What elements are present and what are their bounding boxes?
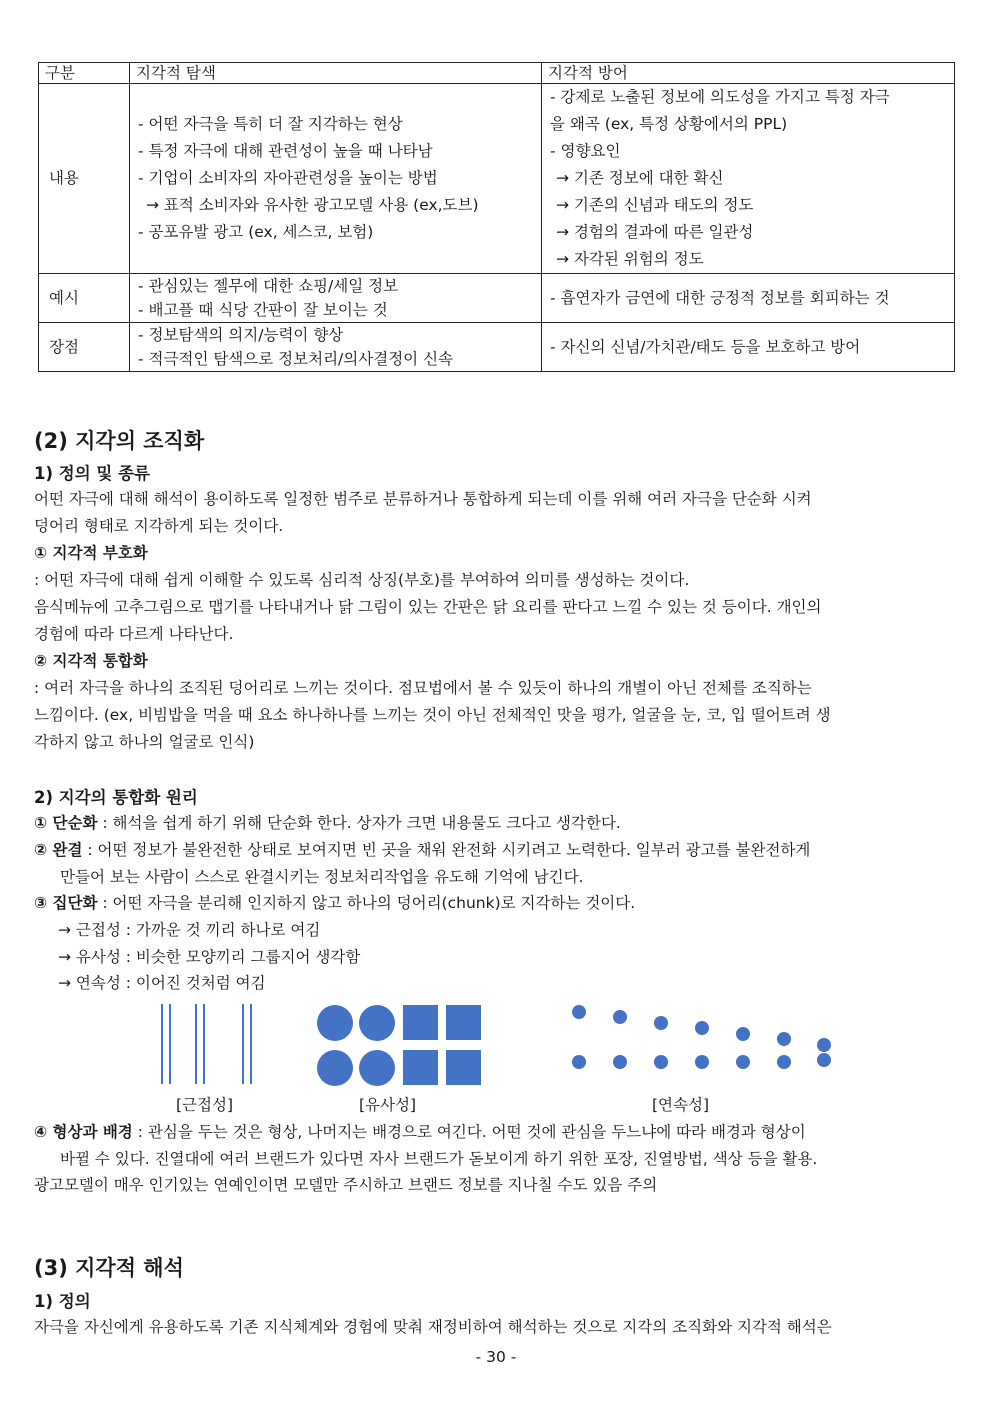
- defense-cell: [542, 323, 955, 372]
- continuity-dot: [572, 1055, 586, 1069]
- cell-line: → 기존 정보에 대한 확신: [556, 169, 724, 187]
- similarity-square: [403, 1050, 438, 1085]
- principle-line: [34, 837, 960, 864]
- cell-line: - 강제로 노출된 정보에 의도성을 가지고 특정 자극: [550, 88, 890, 106]
- gestalt-figure: [150, 998, 850, 1090]
- paragraph-line: 만들어 보는 사람이 스스로 완결시키는 정보처리작업을 유도해 기억에 남긴다.: [60, 868, 584, 886]
- row-label: 예시: [39, 274, 130, 323]
- search-cell: [130, 84, 542, 274]
- continuity-dot: [777, 1055, 791, 1069]
- paragraph-line: 바뀔 수 있다. 진열대에 여러 브랜드가 있다면 자사 브랜드가 돋보이게 하기 위한 포장, 진열방법, 색상 등을 활용.: [60, 1150, 818, 1168]
- continuity-dot: [695, 1021, 709, 1035]
- similarity-circle: [359, 1050, 395, 1086]
- sub-item: → 유사성 : 비슷한 모양끼리 그룹지어 생각함: [58, 948, 361, 966]
- principle-term: ④ 형상과 배경: [34, 1123, 133, 1141]
- table-row: [39, 274, 955, 323]
- paragraph-line: : 여러 자극을 하나의 조직된 덩어리로 느끼는 것이다. 점묘법에서 볼 수 있듯이 하나의 개별이 아닌 전체를 조직하는: [34, 679, 812, 697]
- item-title: ① 지각적 부호화: [34, 544, 148, 562]
- principle-text: : 어떤 정보가 불완전한 상태로 보여지면 빈 곳을 채워 완전화 시키려고 노력한다. 일부러 광고를 불완전하게: [82, 841, 811, 859]
- sub-item: → 연속성 : 이어진 것처럼 여김: [58, 974, 266, 992]
- paragraph-line: 자극을 자신에게 유용하도록 기존 지식체계와 경험에 맞춰 재정비하여 해석하는 것으로 지각의 조직화와 지각적 해석은: [34, 1318, 832, 1336]
- paragraph-line: 느낌이다. (ex, 비빔밥을 먹을 때 요소 하나하나를 느끼는 것이 아닌 전체적인 맛을 평가, 얼굴을 눈, 코, 입 떨어트려 생: [34, 706, 831, 724]
- continuity-dot: [613, 1055, 627, 1069]
- search-cell: [130, 274, 542, 323]
- table-header-row: [39, 63, 955, 84]
- subsection-title: 1) 정의 및 종류: [34, 464, 150, 483]
- principle-line: [34, 810, 960, 837]
- cell-line: - 특정 자극에 대해 관련성이 높을 때 나타남: [138, 142, 433, 160]
- search-cell: [130, 323, 542, 372]
- defense-cell: [542, 84, 955, 274]
- row-label: 내용: [39, 84, 130, 274]
- similarity-square: [446, 1005, 481, 1040]
- paragraph-line: : 어떤 자극에 대해 쉽게 이해할 수 있도록 심리적 상징(부호)를 부여하여 의미를 생성하는 것이다.: [34, 571, 690, 589]
- continuity-dot: [613, 1010, 627, 1024]
- continuity-dots: [572, 1005, 831, 1069]
- figure-label: [근접성]: [176, 1096, 234, 1114]
- cell-line: 을 왜곡 (ex, 특정 상황에서의 PPL): [550, 115, 788, 133]
- cell-line: → 표적 소비자와 유사한 광고모델 사용 (ex,도브): [146, 196, 479, 214]
- similarity-circle: [359, 1005, 395, 1041]
- similarity-shapes: [317, 1005, 481, 1086]
- paragraph-line: 어떤 자극에 대해 해석이 용이하도록 일정한 범주로 분류하거나 통합하게 되는데 이를 위해 여러 자극을 단순화 시켜: [34, 490, 812, 508]
- comparison-table: [38, 62, 955, 372]
- subsection-title: 1) 정의: [34, 1292, 91, 1311]
- page-number: - 30 -: [475, 1348, 517, 1366]
- header-cell: 지각적 탐색: [130, 63, 542, 84]
- cell-line: - 흡연자가 금연에 대한 긍정적 정보를 회피하는 것: [550, 288, 890, 307]
- cell-line: - 영향요인: [550, 142, 621, 160]
- continuity-dot: [572, 1005, 586, 1019]
- paragraph-line: 각하지 않고 하나의 얼굴로 인식): [34, 733, 255, 751]
- paragraph-line: 경험에 따라 다르게 나타난다.: [34, 625, 234, 643]
- continuity-dot: [736, 1055, 750, 1069]
- similarity-circle: [317, 1005, 353, 1041]
- subsection-title: 2) 지각의 통합화 원리: [34, 788, 198, 807]
- cell-line: - 어떤 자극을 특히 더 잘 지각하는 현상: [138, 115, 403, 133]
- cell-line: - 기업이 소비자의 자아관련성을 높이는 방법: [138, 169, 438, 187]
- principle-text: : 관심을 두는 것은 형상, 나머지는 배경으로 여긴다. 어떤 것에 관심을 두느냐에 따라 배경과 형상이: [132, 1123, 806, 1141]
- continuity-dot: [736, 1027, 750, 1041]
- principle-term: ① 단순화: [34, 814, 98, 832]
- cell-line: → 자각된 위험의 정도: [556, 250, 704, 268]
- continuity-dot: [817, 1038, 831, 1052]
- principle-line: [34, 890, 960, 917]
- continuity-dot: [695, 1055, 709, 1069]
- similarity-square: [403, 1005, 438, 1040]
- principle-line: [34, 1119, 960, 1146]
- principle-term: ② 완결: [34, 841, 83, 859]
- continuity-dot: [654, 1016, 668, 1030]
- table-row: [39, 323, 955, 372]
- header-cell: 지각적 방어: [542, 63, 955, 84]
- similarity-square: [446, 1050, 481, 1085]
- figure-label: [연속성]: [652, 1096, 710, 1114]
- cell-line: → 경험의 결과에 따른 일관성: [556, 223, 754, 241]
- paragraph-line: 광고모델이 매우 인기있는 연예인이면 모델만 주시하고 브랜드 정보를 지나칠 수도 있음 주의: [34, 1176, 658, 1194]
- defense-cell: [542, 274, 955, 323]
- table-row: [39, 84, 955, 274]
- principle-text: : 어떤 자극을 분리해 인지하지 않고 하나의 덩어리(chunk)로 지각하는 것이다.: [97, 894, 636, 912]
- proximity-lines: [162, 1004, 251, 1084]
- section-title: (3) 지각적 해석: [34, 1256, 184, 1280]
- paragraph-line: 음식메뉴에 고추그림으로 맵기를 나타내거나 닭 그림이 있는 간판은 닭 요리를 판다고 느낄 수 있는 것 등이다. 개인의: [34, 598, 822, 616]
- header-cell: 구분: [39, 63, 130, 84]
- figure-label: [유사성]: [359, 1096, 417, 1114]
- cell-line: - 적극적인 탐색으로 정보처리/의사결정이 신속: [138, 350, 454, 368]
- section-title: (2) 지각의 조직화: [34, 429, 205, 453]
- principle-term: ③ 집단화: [34, 894, 98, 912]
- continuity-dot: [654, 1055, 668, 1069]
- cell-line: - 관심있는 젤무에 대한 쇼핑/세일 정보: [138, 277, 399, 295]
- cell-line: - 배고플 때 식당 간판이 잘 보이는 것: [138, 301, 388, 319]
- item-title: ② 지각적 통합화: [34, 652, 148, 670]
- principle-text: : 해석을 쉽게 하기 위해 단순화 한다. 상자가 크면 내용물도 크다고 생각한다.: [97, 814, 621, 832]
- row-label: 장점: [39, 323, 130, 372]
- sub-item: → 근접성 : 가까운 것 끼리 하나로 여김: [58, 921, 321, 939]
- continuity-dot: [817, 1053, 831, 1067]
- similarity-circle: [317, 1050, 353, 1086]
- cell-line: - 자신의 신념/가치관/태도 등을 보호하고 방어: [550, 337, 861, 356]
- cell-line: → 기존의 신념과 태도의 정도: [556, 196, 754, 214]
- cell-line: - 공포유발 광고 (ex, 세스코, 보험): [138, 223, 374, 241]
- continuity-dot: [777, 1032, 791, 1046]
- paragraph-line: 덩어리 형태로 지각하게 되는 것이다.: [34, 517, 284, 535]
- cell-line: - 정보탐색의 의지/능력이 향상: [138, 326, 344, 344]
